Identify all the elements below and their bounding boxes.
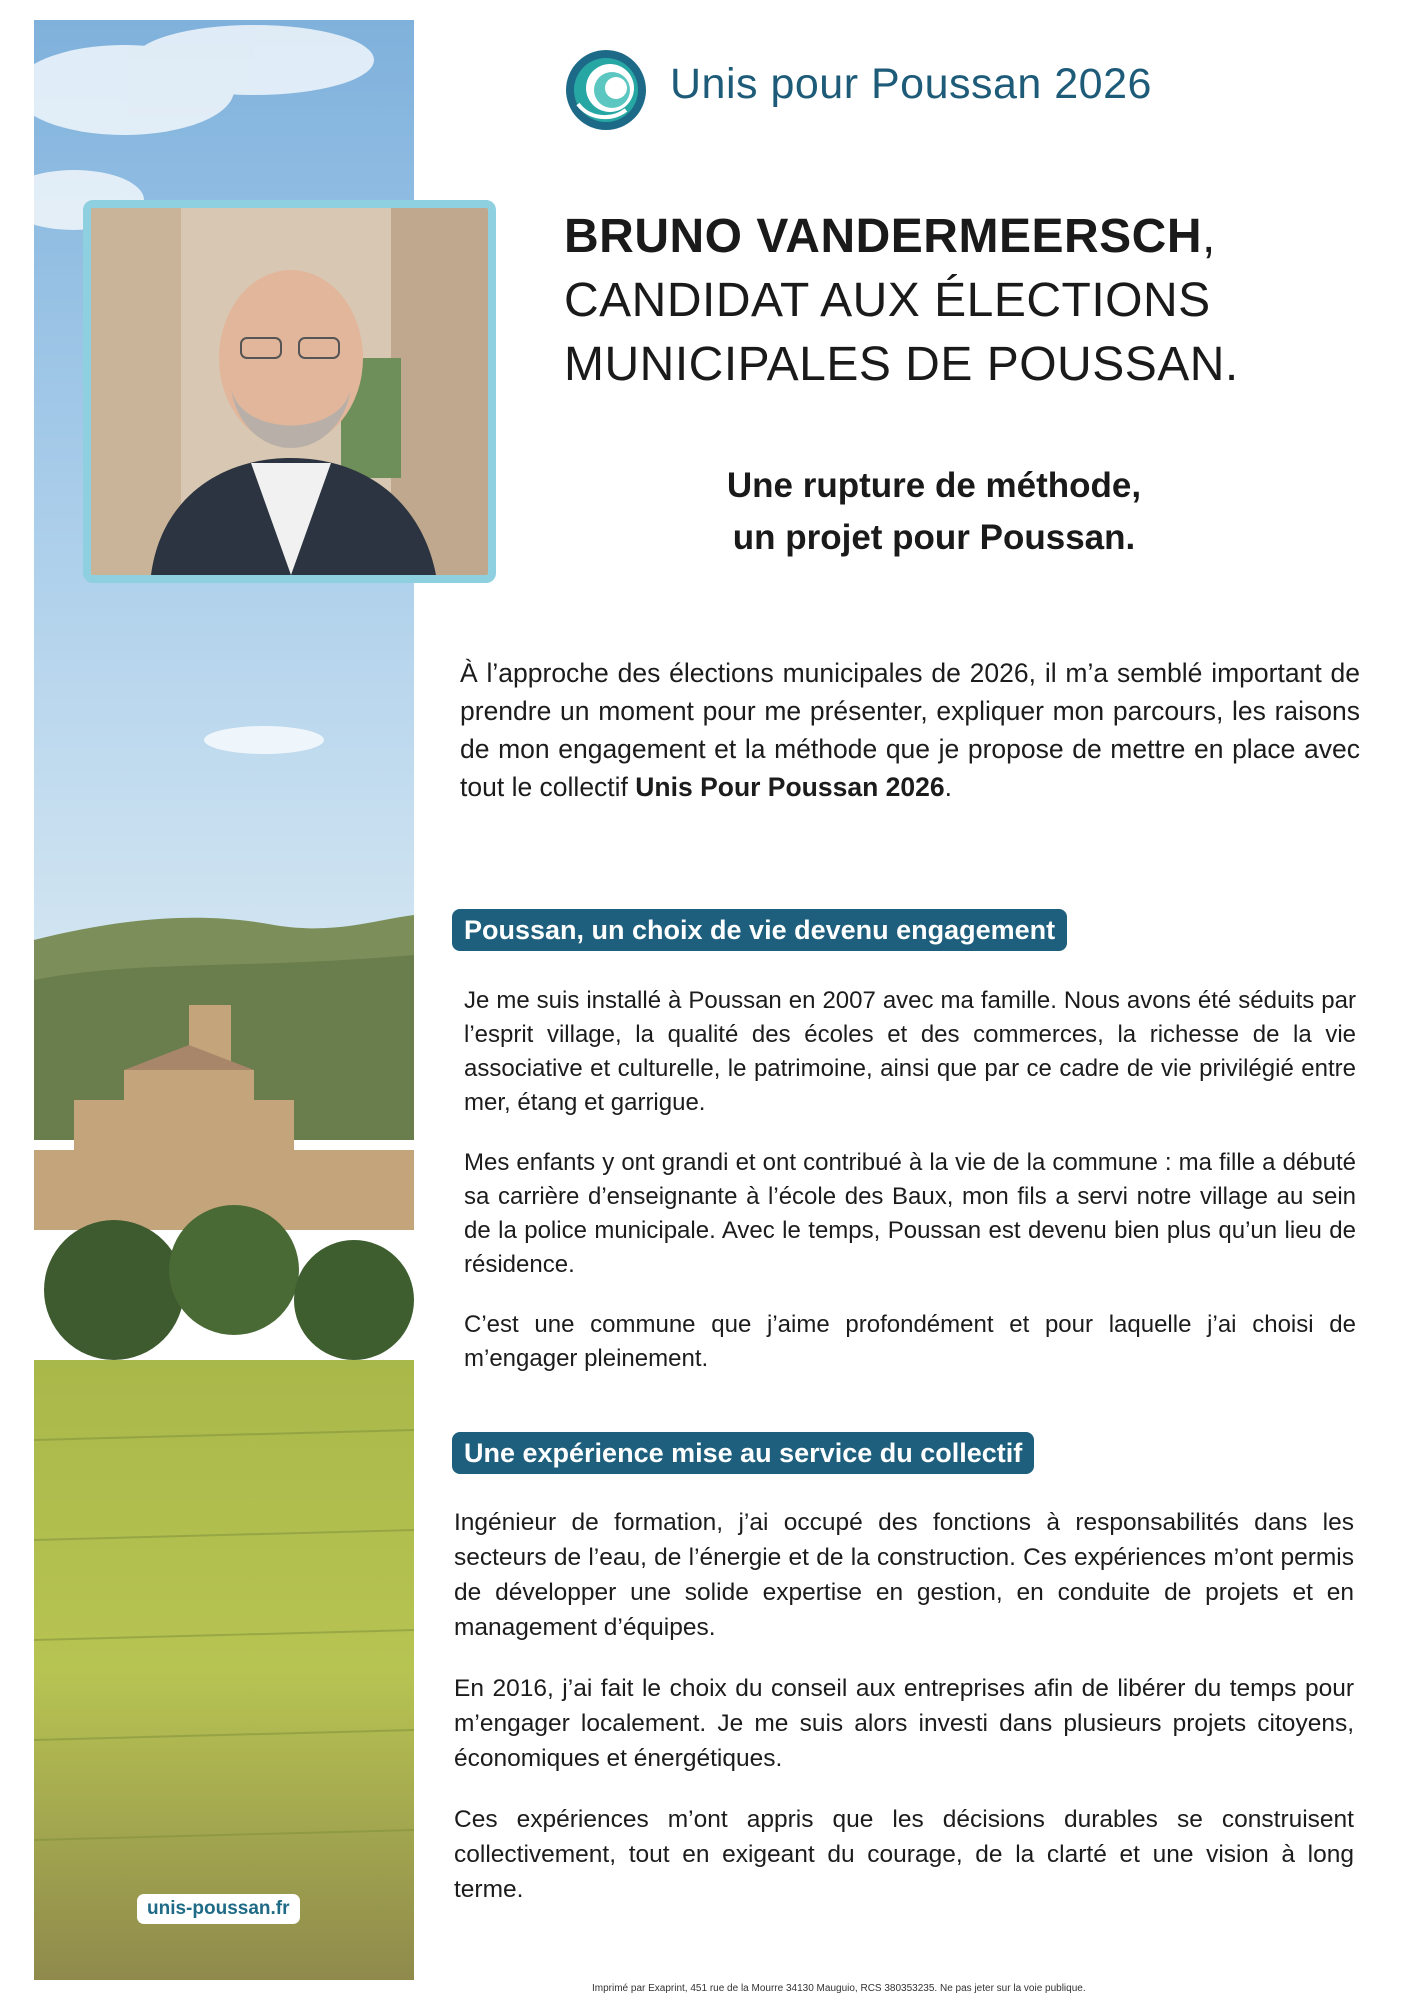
intro-collective-name: Unis Pour Poussan 2026	[635, 772, 945, 802]
section-paragraph: Ingénieur de formation, j’ai occupé des fonctions à responsabilités dans les secteurs de l’eau, de l’énergie et de la construction. Ces expériences m’ont permis de développer une solide expertise en gestion, en conduite de projets et en management d’équipes.	[454, 1509, 1354, 1641]
section-paragraph: Je me suis installé à Poussan en 2007 avec ma famille. Nous avons été séduits par l’esprit village, la qualité des écoles et des commerces, la richesse de la vie associative et culturelle, le patrimoine, ainsi que par ce cadre de vie privilégié entre mer, étang et garrigue.	[464, 987, 1356, 1116]
candidate-portrait	[83, 200, 496, 583]
imprint-notice: Imprimé par Exaprint, 451 rue de la Mourre 34130 Mauguio, RCS 380353235. Ne pas jeter sur la voie publique.	[592, 1983, 1086, 1994]
title-line-2: CANDIDAT AUX ÉLECTIONS	[564, 274, 1211, 327]
section-body	[454, 1505, 1354, 1933]
section-paragraph: Ces expériences m’ont appris que les décisions durables se construisent collectivement, tout en exigeant du courage, de la clarté et une vision à long terme.	[454, 1806, 1354, 1903]
section-paragraph: Mes enfants y ont grandi et ont contribué à la vie de la commune : ma fille a débuté sa carrière d’enseignante à l’école des Baux, mon fils a servi notre village au sein de la police municipale. Avec le temps, Poussan est devenu bien plus qu’un lieu de résidence.	[464, 1149, 1356, 1278]
intro-paragraph	[460, 654, 1360, 806]
title-comma: ,	[1201, 210, 1216, 263]
section-body	[464, 984, 1356, 1402]
intro-text: À l’approche des élections municipales de 2026, il m’a semblé important de prendre un moment pour me présenter, expliquer mon parcours, les raisons de mon engagement et la méthode que je propose de mettre en place avec tout le collectif	[460, 658, 1360, 802]
intro-end: .	[944, 772, 952, 802]
section-paragraph: En 2016, j’ai fait le choix du conseil aux entreprises afin de libérer du temps pour m’engager localement. Je me suis alors investi dans plusieurs projets citoyens, économiques et énergétiques.	[454, 1675, 1354, 1772]
website-badge[interactable]: unis-poussan.fr	[137, 1894, 300, 1924]
tagline-line-2: un projet pour Poussan.	[732, 518, 1136, 557]
page-title	[564, 205, 1364, 397]
swirl-wave-logo-icon	[564, 48, 648, 132]
title-line-3: MUNICIPALES DE POUSSAN.	[564, 338, 1239, 391]
section-heading: Poussan, un choix de vie devenu engagement	[452, 909, 1067, 951]
section-paragraph: C’est une commune que j’aime profondément et pour laquelle j’ai choisi de m’engager pleinement.	[464, 1311, 1356, 1372]
section-heading: Une expérience mise au service du collectif	[452, 1432, 1034, 1474]
candidate-name: BRUNO VANDERMEERSCH	[564, 210, 1202, 263]
tagline	[564, 460, 1304, 564]
tagline-line-1: Une rupture de méthode,	[726, 466, 1142, 505]
brand-name: Unis pour Poussan 2026	[670, 60, 1152, 108]
